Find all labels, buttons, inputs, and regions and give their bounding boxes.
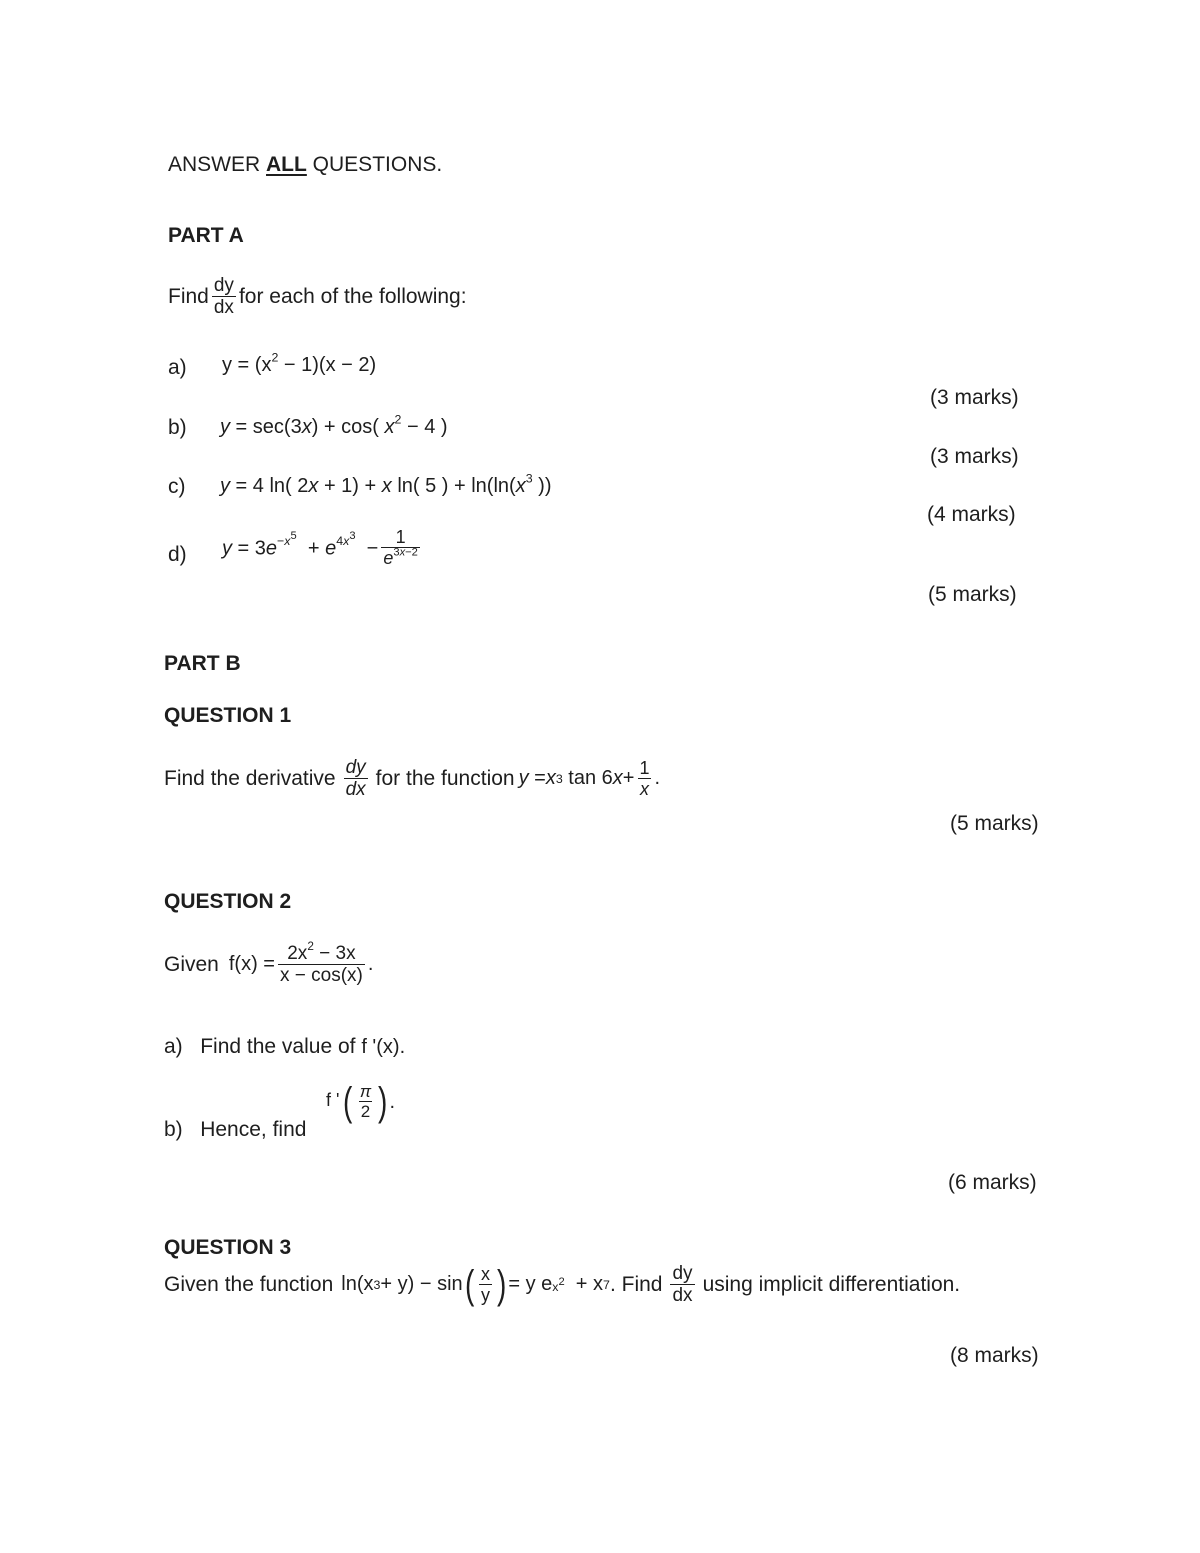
q2-a-label: a) <box>164 1035 183 1058</box>
q2-b-text: Hence, find <box>200 1118 307 1141</box>
item-d-equation: $y = 3e^{-x^5} + e^{4x^3}$ − $\frac{1}{e^{3x-2}}$ <box>222 527 418 568</box>
instructions-post: QUESTIONS. <box>306 153 443 176</box>
item-c-label: c) <box>168 475 186 498</box>
q2-b-label: b) <box>164 1118 183 1141</box>
part-b-heading: PART B <box>164 652 241 675</box>
part-a-intro <box>168 276 467 318</box>
q2-a-text: Find the value of <box>200 1035 356 1058</box>
item-b-marks: (3 marks) <box>930 445 1019 468</box>
q1-text-pre: Find the derivative <box>164 766 336 790</box>
intro-find: Find <box>168 284 209 308</box>
dy-dx-fraction: $\frac{dy}{dx}$ <box>213 275 234 318</box>
q1-text <box>164 758 660 800</box>
q1-marks: (5 marks) <box>950 812 1039 835</box>
q3-text <box>164 1264 960 1306</box>
item-d-marks: (5 marks) <box>928 583 1017 606</box>
item-b-equation: y = sec(3x) + cos( $x^2 - 4$ ) <box>220 412 448 438</box>
item-d-label: d) <box>168 543 187 566</box>
q2-given <box>164 940 374 986</box>
q1-dy-dx: $\frac{dy}{dx}$ <box>345 757 366 800</box>
q3-text-find: . Find <box>609 1272 663 1296</box>
q2-part-b <box>164 1118 306 1142</box>
q2-marks: (6 marks) <box>948 1171 1037 1194</box>
intro-rest: for each of the following: <box>238 284 467 308</box>
q3-heading: QUESTION 3 <box>164 1236 292 1259</box>
item-a-label: a) <box>168 356 187 379</box>
item-b-label: b) <box>168 416 187 439</box>
instructions-pre: ANSWER <box>168 153 267 176</box>
q3-dy-dx: $\frac{dy}{dx}$ <box>672 1263 693 1306</box>
q2-part-a <box>164 1035 405 1059</box>
q3-equation: ln(x 3 + y) − sin ( $\frac{x}{y}$ ) = y e $x^2$ + x 7 <box>341 1262 610 1307</box>
item-a-equation: $y = (x^2 - 1)(x - 2)$ <box>222 350 377 376</box>
q3-text-pre: Given the function <box>164 1272 334 1296</box>
q1-text-mid: for the function <box>375 766 515 790</box>
q1-heading: QUESTION 1 <box>164 704 292 727</box>
q2-heading: QUESTION 2 <box>164 890 292 913</box>
item-a-marks: (3 marks) <box>930 386 1019 409</box>
item-c-marks: (4 marks) <box>927 503 1016 526</box>
q3-marks: (8 marks) <box>950 1344 1039 1367</box>
q2-given-label: Given <box>164 952 219 976</box>
instructions <box>168 153 442 177</box>
instructions-emphasis: ALL <box>266 153 307 176</box>
q2-function: f(x) = $\frac{2x^2 - 3x}{x - \cos(x)}$ . <box>228 940 374 986</box>
part-a-heading: PART A <box>168 224 244 247</box>
item-c-equation: y = 4 ln( 2x + 1) + x ln( 5 ) + $\ln(\ln(x^3$ )) <box>220 471 552 497</box>
q2-f-prime: f '(x). <box>361 1036 406 1058</box>
item-d-fraction: $\frac{1}{e^{3x-2}}$ <box>383 527 418 568</box>
q2-f-prime-pi-over-2: f ' ( $\frac{\pi}{2}$ ) . <box>326 1080 396 1124</box>
q1-equation: y = x 3 tan 6 x + $\frac{1}{x}$ . <box>518 758 661 799</box>
q3-text-post: using implicit differentiation. <box>702 1272 961 1296</box>
